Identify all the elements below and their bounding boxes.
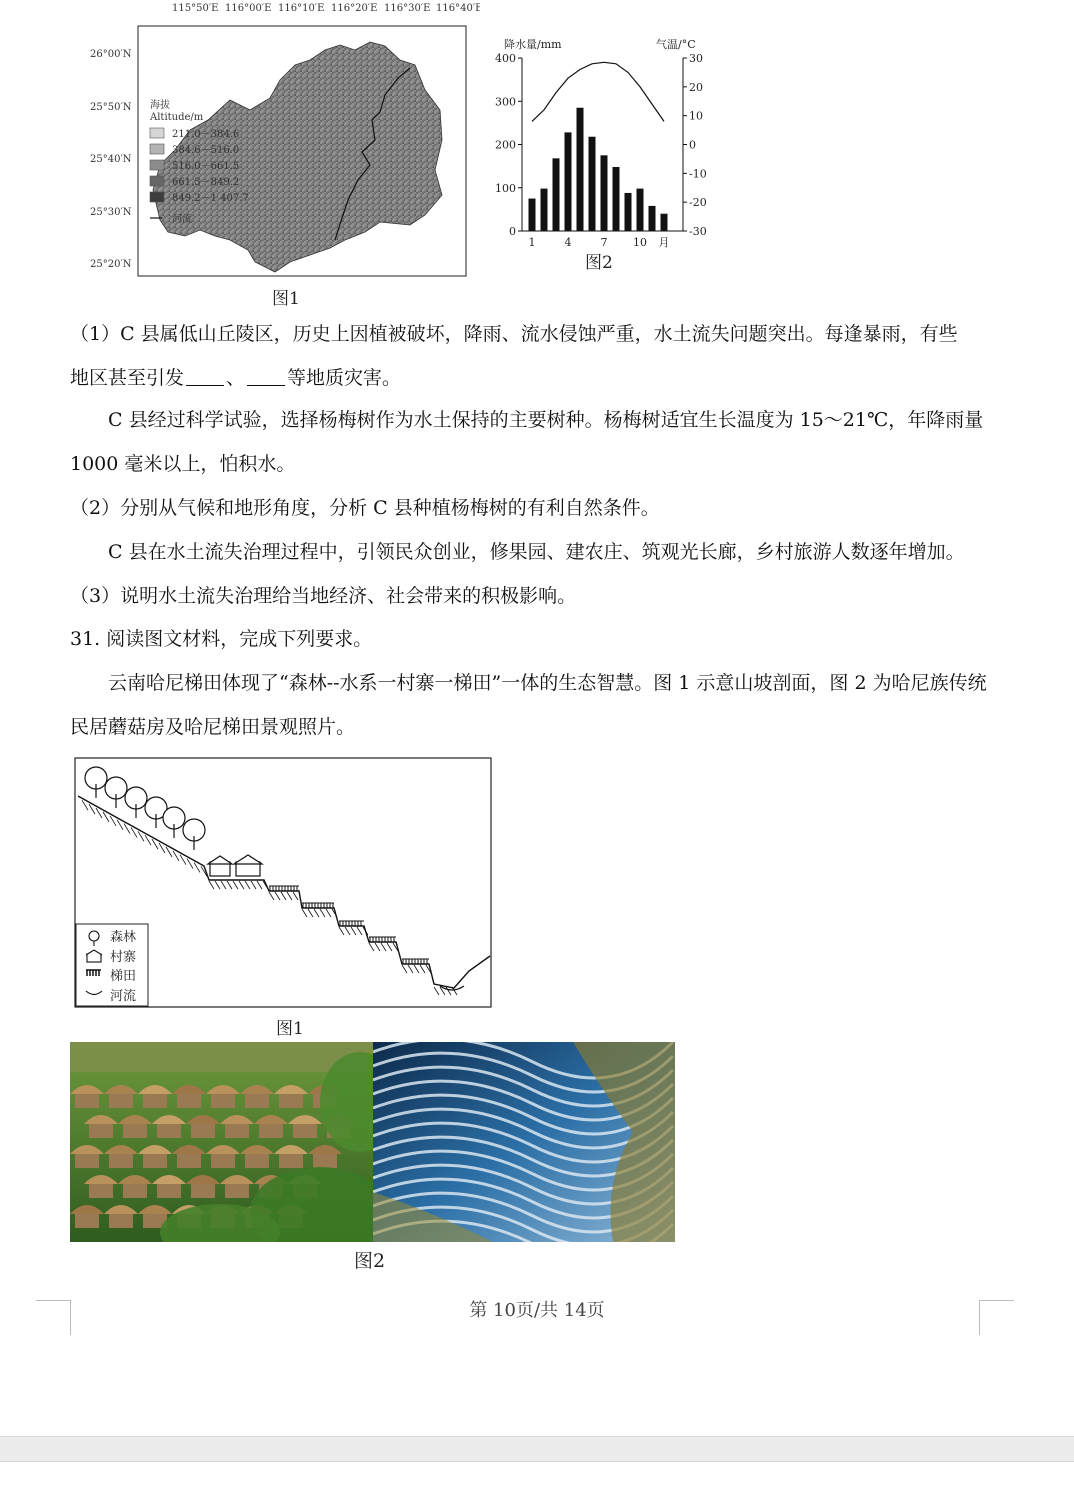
precip-bar-9 (625, 193, 632, 231)
y-left-tick: 0 (509, 225, 516, 238)
profile-legend (76, 924, 148, 1006)
photos-caption: 图2 (354, 1250, 386, 1272)
legend-village: 村寨 (110, 950, 137, 965)
viewer-bottom-bar (0, 1436, 1074, 1462)
y-right-tick: 10 (689, 109, 703, 123)
photo-mushroom-houses (70, 1042, 373, 1242)
chart-caption: 图2 (585, 253, 613, 273)
precip-bar-7 (601, 155, 608, 231)
y-right-tick: -30 (689, 225, 707, 238)
material-c1: C 县经过科学试验，选择杨梅树作为水土保持的主要树种。杨梅树适宜生长温度为 15～21℃，年降雨量 1000 毫米以上，怕积水。 (70, 409, 984, 475)
precip-bar-8 (613, 167, 620, 231)
question-31: 31. 阅读图文材料，完成下列要求。 (70, 628, 373, 650)
q1-line1: （1）C 县属低山丘陵区，历史上因植被破坏，降雨、流水侵蚀严重，水土流失问题突出。每逢暴雨，有些 (70, 323, 958, 345)
legend-swatch (150, 192, 164, 202)
legend-label: 516.0－661.5 (172, 161, 240, 172)
y-right-tick: 20 (689, 80, 703, 94)
material-c2: C 县在水土流失治理过程中，引领民众创业，修果园、建农庄、筑观光长廊，乡村旅游人数逐年增加。 (108, 541, 965, 563)
lat-tick: 25°40′N (90, 154, 132, 165)
question-3: （3）说明水土流失治理给当地经济、社会带来的积极影响。 (70, 585, 577, 607)
terrain-map (80, 0, 480, 280)
y-right-tick: 30 (689, 52, 703, 65)
precip-bar-4 (565, 132, 572, 231)
y-left-tick: 100 (495, 181, 516, 195)
lat-tick: 26°00′N (90, 49, 132, 60)
precip-bar-6 (589, 137, 596, 231)
legend-title-en: Altitude/m (150, 112, 204, 123)
lon-tick: 116°20′E (331, 3, 378, 14)
precip-bar-12 (661, 214, 668, 231)
lon-tick: 116°10′E (278, 3, 325, 14)
legend-river: 河流 (110, 989, 137, 1004)
x-tick-unit: 月 (658, 236, 670, 249)
lon-tick: 116°40′E (436, 3, 480, 14)
lat-tick: 25°50′N (90, 102, 132, 113)
lat-tick: 25°20′N (90, 259, 132, 270)
lon-tick: 115°50′E (172, 3, 219, 14)
legend-swatch (150, 128, 164, 138)
legend-label: 211.0－384.6 (172, 129, 240, 140)
material-hani: 云南哈尼梯田体现了“森林--水系一村寨一梯田”一体的生态智慧。图 1 示意山坡剖面，图 2 为哈尼族传统民居蘑菇房及哈尼梯田景观照片。 (70, 672, 987, 738)
lon-tick: 116°30′E (384, 3, 431, 14)
x-tick: 1 (528, 236, 536, 249)
page-number: 第 10页/共 14页 (469, 1300, 605, 1321)
legend-swatch (150, 176, 164, 186)
q1-line2-b: 等地质灾害。 (287, 367, 402, 389)
y-left-tick: 400 (495, 52, 516, 65)
legend-swatch (150, 160, 164, 170)
precip-bar-11 (649, 206, 656, 231)
q1-line2 (70, 356, 990, 400)
precip-bar-10 (637, 189, 644, 231)
photo-terraces (373, 1042, 675, 1242)
lat-tick: 25°30′N (90, 207, 132, 218)
legend-forest: 森林 (110, 930, 137, 945)
question-1 (70, 312, 990, 400)
legend-title-cn: 海拔 (150, 100, 170, 111)
lon-tick: 116°00′E (225, 3, 272, 14)
q1-sep: 、 (226, 367, 246, 389)
y-left-tick: 200 (495, 138, 516, 152)
x-tick: 4 (564, 236, 572, 249)
lon-ticks (172, 3, 480, 14)
legend-label: 849.2－1 407.7 (172, 193, 249, 204)
ylabel-right: 气温/°C (656, 38, 696, 51)
y-right-tick: -10 (689, 167, 707, 181)
q1-line2-a: 地区甚至引发 (70, 367, 185, 389)
legend-terrace: 梯田 (110, 969, 137, 984)
precip-bar-2 (541, 189, 548, 231)
x-tick: 10 (633, 236, 647, 249)
precip-bar-1 (529, 199, 536, 231)
precip-bar-3 (553, 158, 560, 231)
slope-profile (74, 756, 494, 1010)
legend-river-label: 河流 (172, 214, 192, 225)
legend-label: 384.6－516.0 (172, 145, 240, 156)
climate-chart (490, 30, 720, 280)
map-caption: 图1 (272, 289, 300, 309)
legend-label: 661.5－849.2 (172, 177, 240, 188)
question-2: （2）分别从气候和地形角度，分析 C 县种植杨梅树的有利自然条件。 (70, 497, 660, 519)
y-right-tick: -20 (689, 196, 707, 210)
lat-ticks (90, 49, 132, 270)
profile-caption: 图1 (276, 1019, 304, 1039)
precip-bar-5 (577, 108, 584, 231)
y-right-tick: 0 (689, 138, 696, 152)
temperature-line (532, 62, 664, 121)
legend-swatch (150, 144, 164, 154)
ylabel-left: 降水量/mm (504, 38, 562, 51)
y-left-tick: 300 (495, 95, 516, 109)
x-tick: 7 (600, 236, 608, 249)
answer-blank-2[interactable] (247, 367, 285, 386)
answer-blank-1[interactable] (186, 367, 224, 386)
